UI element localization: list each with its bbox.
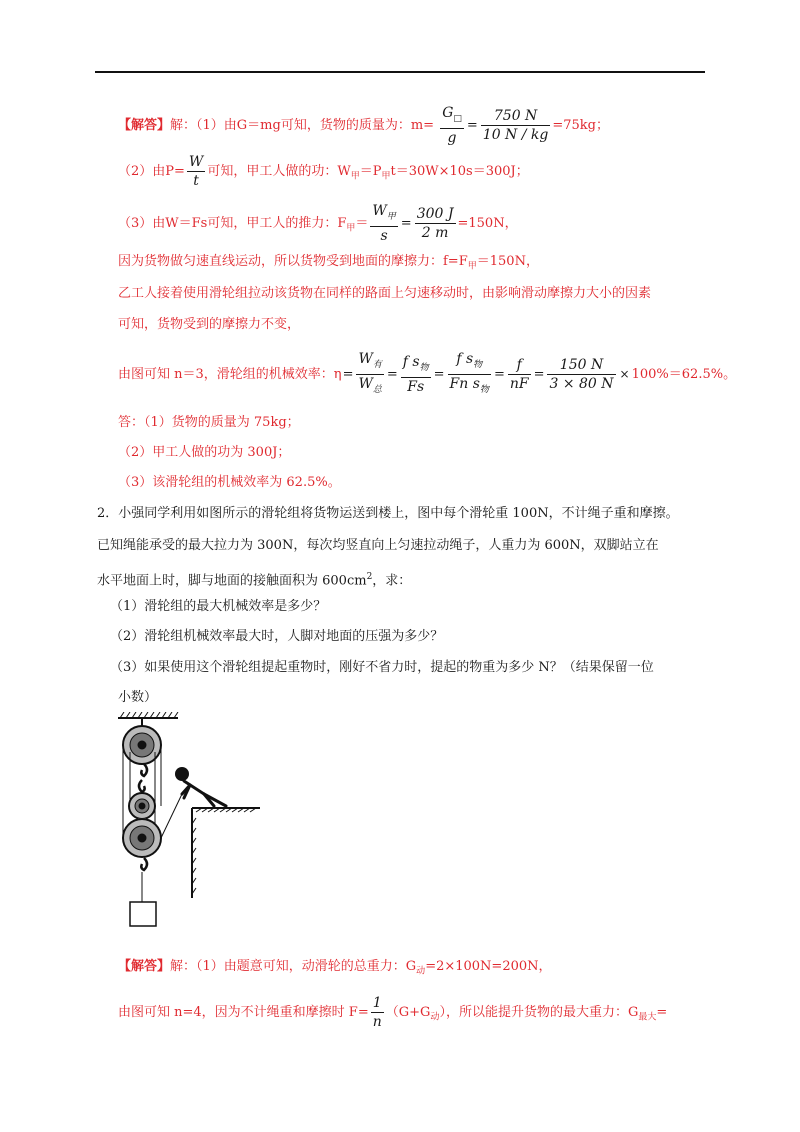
question2-sub3: （3）如果使用这个滑轮组提起重物时，刚好不省力时，提起的物重为多少 N？（结果保留一位: [110, 660, 654, 675]
answer1-line5: 乙工人接着使用滑轮组拉动该货物在同样的路面上匀速移动时，由影响滑动摩擦力大小的因素: [118, 286, 652, 301]
fraction-750-over-10: $\frac{750 N}{10 N / kg}$: [482, 107, 549, 143]
question2-sub2: （2）滑轮组机械效率最大时，人脚对地面的压强为多少？: [110, 629, 444, 644]
answer1-line3: （3）由W＝Fs可知，甲工人的推力：$F_甲=$ $\frac{W_甲}{s}$ = $\frac{300 J}{2 m}$ =150N，: [118, 203, 518, 244]
person-figure: [175, 767, 226, 806]
header-rule: [95, 71, 705, 73]
question2-line2: 已知绳能承受的最大拉力为 300N，每次均竖直向上匀速拉动绳子，人重力为 600N，双脚站立在: [97, 538, 659, 553]
answer2-line2: 由图可知 n=4，因为不计绳重和摩擦时 F= $\frac{1}{n}$ $(G+G_动)$，所以能提升货物的最大重力：$G_{最大}=$: [118, 995, 668, 1030]
answer1-line4: 因为货物做匀速直线运动，所以货物受到地面的摩擦力：$f=F_甲=150N$，: [118, 254, 539, 272]
movable-pulley-lower: [123, 819, 161, 857]
fraction-g-over-g: $\frac{G_□}{g}$: [442, 105, 462, 146]
question2-sub3-cont: 小数）: [118, 690, 158, 705]
platform: [192, 808, 260, 898]
fraction-1-over-n: $\frac{1}{n}$: [372, 995, 382, 1030]
question2-line1: 2．小强同学利用如图所示的滑轮组将货物运送到楼上，图中每个滑轮重 100N，不计绳子重和摩擦。: [97, 506, 679, 521]
question2-line3: 水平地面上时，脚与地面的接触面积为 $600cm^2$，求：: [97, 572, 412, 589]
fraction-w-over-s: $\frac{W_甲}{s}$: [372, 203, 396, 244]
answer-tag: 【解答】: [118, 117, 171, 133]
pulley-diagram: [110, 712, 270, 934]
answer1-efficiency-line: 由图可知 n＝3，滑轮组的机械效率：η= $\frac{W_有}{W_总}$ = $\frac{f s_物}{Fs}$ = $\frac{f s_物}{Fn s_物}$ = $\frac{f}{nF}$ = $\frac{150 N}{3 \times 80 N}$ × 100%＝62.5%。: [118, 351, 737, 395]
fraction-300-over-2: $\frac{300 J}{2 m}$: [416, 205, 454, 241]
answer1-conclusion-3: （3）该滑轮组的机械效率为 62.5%。: [118, 475, 341, 490]
question2-sub1: （1）滑轮组的最大机械效率是多少？: [110, 599, 327, 614]
cargo-box: [130, 902, 156, 926]
answer2-tag: 【解答】: [118, 959, 171, 974]
movable-pulley-upper: [129, 793, 155, 819]
answer2-line1: 【解答】解：（1）由题意可知，动滑轮的总重力：$G_动=2\times 100N=200N$，: [118, 959, 552, 977]
fraction-w-over-t: $\frac{W}{t}$: [188, 154, 204, 189]
answer1-conclusion-1: 答：（1）货物的质量为 75kg；: [118, 415, 300, 430]
answer1-line6: 可知，货物受到的摩擦力不变，: [118, 317, 301, 332]
answer1-line1: 【解答】解：（1）由G＝mg可知，货物的质量为：m= $\frac{G_□}{g}$ = $\frac{750 N}{10 N / kg}$ =75kg；: [118, 105, 610, 146]
answer1-line2: （2）由P= $\frac{W}{t}$ 可知，甲工人做的功：$W_甲=P_甲t=30W\times 10s=300J$；: [118, 154, 529, 189]
answer1-conclusion-2: （2）甲工人做的功为 300J；: [118, 445, 291, 460]
